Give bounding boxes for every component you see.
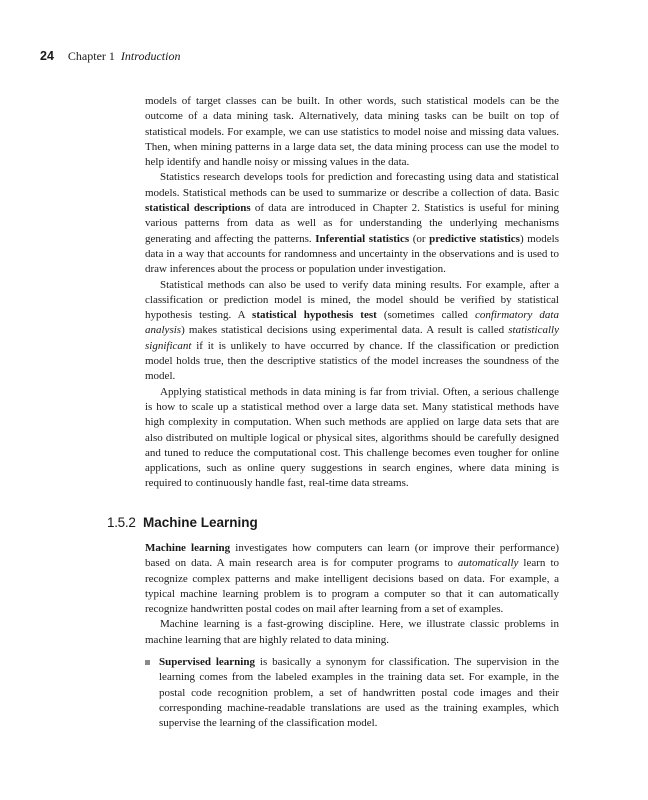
list-item bbox=[145, 655, 559, 731]
chapter-title: Introduction bbox=[120, 49, 181, 63]
paragraph-4: Applying statistical methods in data mining is far from trivial. Often, a serious challenge is how to scale up a statistical method over a large data set. Many statistical methods have high complexity in computation. When such methods are applied on large data sets that are also distributed on multiple logical or physical sites, algorithms should be carefully designed and tuned to reduce the computational cost. This challenge becomes even tougher for online applications, such as online query suggestions in search engines, where data mining is required to continuously handle fast, real-time data streams. bbox=[145, 385, 559, 490]
text-run: investigates how computers can learn (or improve their performance) based on data. A main research area is for computer programs to bbox=[145, 542, 559, 570]
text-run: ) makes statistical decisions using experimental data. A result is called bbox=[181, 324, 509, 337]
section-text bbox=[145, 541, 559, 648]
paragraph-6: Machine learning is a fast-growing discipline. Here, we illustrate classic problems in machine learning that are highly related to data mining. bbox=[145, 618, 559, 646]
paragraph-3 bbox=[145, 278, 559, 385]
term-automatically: automatically bbox=[457, 557, 519, 570]
text-run: (sometimes called bbox=[376, 309, 475, 322]
term-statistical-descriptions: statistical descriptions bbox=[145, 202, 251, 215]
term-statistical-hypothesis-test: statistical hypothesis test bbox=[252, 309, 377, 322]
bullet-list bbox=[145, 655, 559, 731]
term-inferential-statistics: Inferential statistics bbox=[315, 232, 410, 245]
chapter-label: Chapter 1 bbox=[67, 49, 115, 63]
term-machine-learning: Machine learning bbox=[145, 542, 231, 554]
section-number: 1.5.2 bbox=[107, 515, 136, 530]
paragraph-2 bbox=[145, 170, 559, 277]
page-number: 24 bbox=[40, 49, 54, 63]
text-run: if it is unlikely to have occurred by chance. If the classification or prediction model holds true, then the descriptive statistics of the model increases the soundness of the model. bbox=[145, 339, 559, 383]
term-confirmatory-data-analysis: confirmatory data analysis bbox=[145, 309, 559, 337]
section-heading bbox=[107, 514, 567, 532]
running-head bbox=[40, 48, 180, 64]
text-run: ) models data in a way that accounts for randomness and uncertainty in the observations and is used to draw inferences about the process or population under investigation. bbox=[145, 232, 560, 276]
body-text bbox=[145, 94, 559, 492]
text-run: Statistics research develops tools for prediction and forecasting using data and statistical models. Statistical methods can be used to summarize or describe a collection of data. Basic bbox=[145, 171, 559, 199]
paragraph-5 bbox=[145, 541, 559, 617]
term-supervised-learning: Supervised learning bbox=[159, 656, 255, 668]
text-run: Statistical methods can also be used to verify data mining results. For example, after a classification or prediction model is mined, the model should be verified by statistical hypothesis testing. A bbox=[145, 278, 559, 322]
term-statistically-significant: statistically significant bbox=[145, 324, 559, 352]
square-bullet-icon bbox=[145, 660, 150, 665]
term-predictive-statistics: predictive statistics bbox=[429, 232, 520, 245]
text-run: (or bbox=[409, 232, 430, 245]
text-run: is basically a synonym for classification. The supervision in the learning comes from the labeled examples in the training data set. For example, in the postal code recognition problem, a set of handwritten postal code images and their corresponding machine-readable translations are used as the training examples, which supervise the learning of the classification model. bbox=[159, 656, 559, 730]
section-title: Machine Learning bbox=[143, 515, 258, 530]
paragraph-1: models of target classes can be built. In other words, such statistical models can be the outcome of a data mining task. Alternatively, data mining tasks can be built on top of statistical models. For example, we can use statistics to model noise and missing data values. Then, when mining patterns in a large data set, the data mining process can use the model to help identify and handle noisy or missing values in the data. bbox=[145, 95, 559, 169]
text-run: of data are introduced in Chapter 2. Statistics is useful for mining various patterns from data as well as for understanding the underlying mechanisms generating and affecting the patterns. bbox=[145, 202, 559, 245]
text-run: learn to recognize complex patterns and make intelligent decisions based on data. For example, a typical machine learning problem is to program a computer so that it can automatically recognize handwritten postal codes on mail after learning from a set of examples. bbox=[145, 557, 559, 616]
